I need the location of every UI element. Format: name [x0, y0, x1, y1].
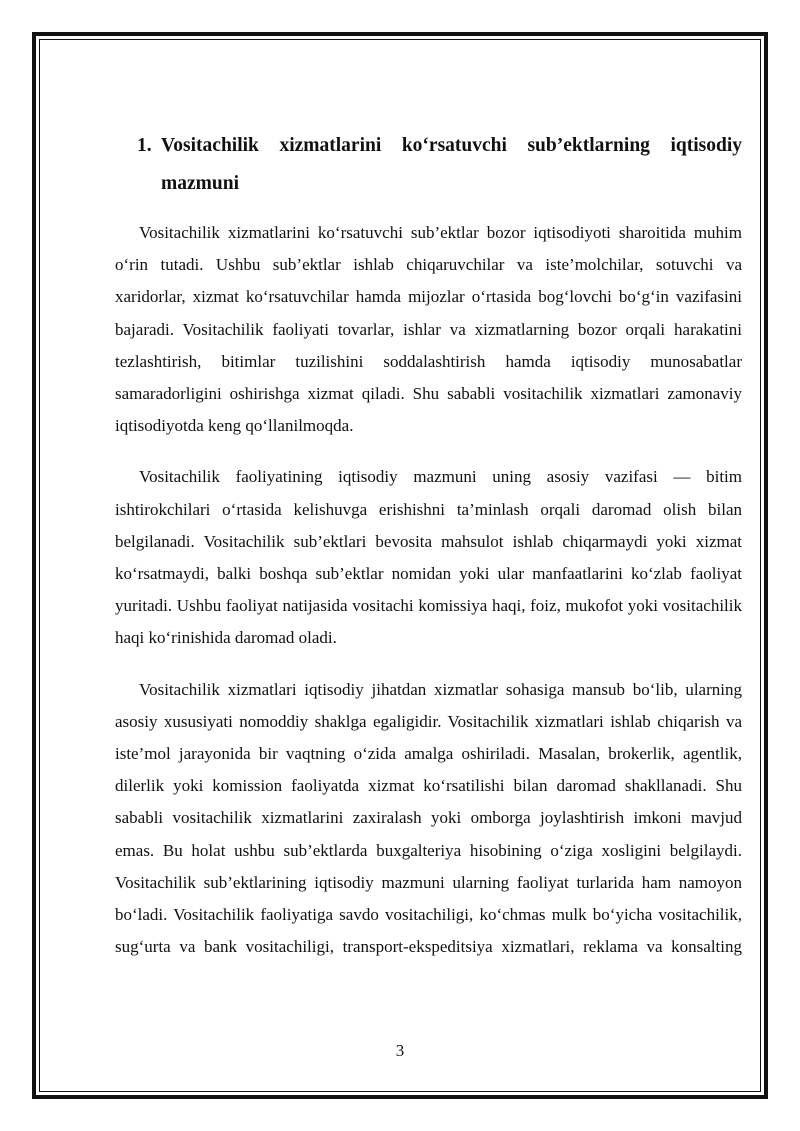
document-body: [115, 127, 742, 982]
paragraph-3: Vositachilik xizmatlari iqtisodiy jihatdan xizmatlar sohasiga mansub bo‘lib, ularning asosiy xususiyati nomoddiy shaklga egaligidir. Vositachilik xizmatlari ishlab chiqarish va iste’mol jarayonida bir vaqtning o‘zida amalga oshiriladi. Masalan, brokerlik, agentlik, dilerlik yoki komission faoliyatda xizmat ko‘rsatilishi bilan daromad shakllanadi. Shu sababli vositachilik xizmatlarini zaxiralash yoki omborga joylashtirish imkoni mavjud emas. Bu holat ushbu sub’ektlarda buxgalteriya hisobining o‘ziga xosligini belgilaydi. Vositachilik sub’ektlarining iqtisodiy mazmuni ularning faoliyat turlarida ham namoyon bo‘ladi. Vositachilik faoliyatiga savdo vositachiligi, ko‘chmas mulk bo‘yicha vositachilik, sug‘urta va bank vositachiligi, transport-ekspeditsiya xizmatlari, reklama va konsalting: [115, 679, 742, 957]
heading-number: 1.: [137, 135, 152, 156]
section-heading: [137, 127, 742, 203]
heading-title: Vositachilik xizmatlarini ko‘rsatuvchi sub’ektlarning iqtisodiy mazmuni: [161, 135, 742, 194]
paragraph-2: Vositachilik faoliyatining iqtisodiy mazmuni uning asosiy vazifasi — bitim ishtirokchilari o‘rtasida kelishuvga erishishni ta’minlash orqali daromad olish bilan belgilanadi. Vositachilik sub’ektlari bevosita mahsulot ishlab chiqarmaydi yoki xizmat ko‘rsatmaydi, balki boshqa sub’ektlar nomidan yoki ular manfaatlarini ko‘zlab faoliyat yuritadi. Ushbu faoliyat natijasida vositachi komissiya haqi, foiz, mukofot yoki vositachilik haqi ko‘rinishida daromad oladi.: [115, 467, 742, 648]
paragraph-1: Vositachilik xizmatlarini ko‘rsatuvchi sub’ektlar bozor iqtisodiyoti sharoitida muhim o‘rin tutadi. Ushbu sub’ektlar ishlab chiqaruvchilar va iste’molchilar, sotuvchi va xaridorlar, xizmat ko‘rsatuvchilar hamda mijozlar o‘rtasida bog‘lovchi bo‘g‘in vazifasini bajaradi. Vositachilik faoliyati tovarlar, ishlar va xizmatlarning bozor orqali harakatini tezlashtirish, bitimlar tuzilishini soddalashtirish hamda iqtisodiy munosabatlar samaradorligini oshirishga xizmat qiladi. Shu sababli vositachilik xizmatlari zamonaviy iqtisodiyotda keng qo‘llanilmoqda.: [115, 223, 742, 436]
page-number: 3: [395, 1041, 405, 1060]
